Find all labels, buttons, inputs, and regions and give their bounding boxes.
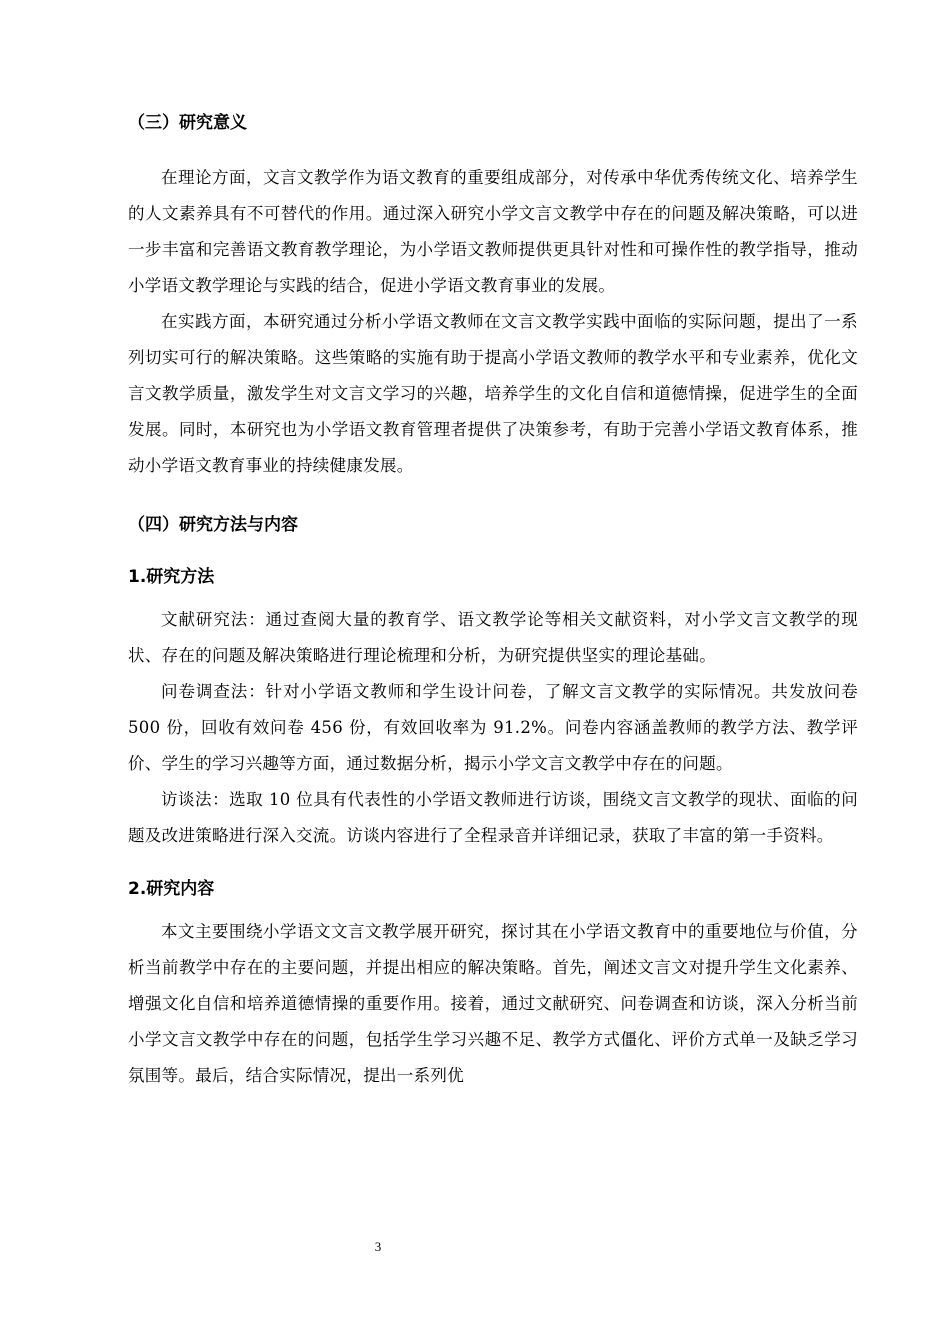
section-heading-significance: （三）研究意义	[128, 113, 247, 133]
page-number: 3	[374, 1239, 382, 1254]
paragraph-practice: 在实践方面，本研究通过分析小学语文教师在文言文教学实践中面临的实际问题，提出了一系列切实可行的解决策略。这些策略的实施有助于提高小学语文教师的教学水平和专业素养，优化文言文教学质量，激发学生对文言文学习的兴趣，培养学生的文化自信和道德情操，促进学生的全面发展。同时，本研究也为小学语文教育管理者提供了决策参考，有助于完善小学语文教育体系，推动小学语文教育事业的持续健康发展。	[128, 312, 858, 475]
section-heading-methods-content: （四）研究方法与内容	[128, 515, 298, 535]
page-content	[128, 110, 858, 1094]
paragraph-theory: 在理论方面，文言文教学作为语文教育的重要组成部分，对传承中华优秀传统文化、培养学生的人文素养具有不可替代的作用。通过深入研究小学文言文教学中存在的问题及解决策略，可以进一步丰富和完善语文教育教学理论，为小学语文教师提供更具针对性和可操作性的教学指导，推动小学语文教学理论与实践的结合，促进小学语文教育事业的发展。	[128, 168, 858, 295]
paragraph-survey-method: 问卷调查法：针对小学语文教师和学生设计问卷，了解文言文教学的实际情况。共发放问卷 500 份，回收有效问卷 456 份，有效回收率为 91.2%。问卷内容涵盖教师的教学方法、教学评价、学生的学习兴趣等方面，通过数据分析，揭示小学文言文教学中存在的问题。	[128, 682, 858, 773]
paragraph-interview-method: 访谈法：选取 10 位具有代表性的小学语文教师进行访谈，围绕文言文教学的现状、面临的问题及改进策略进行深入交流。访谈内容进行了全程录音并详细记录，获取了丰富的第一手资料。	[128, 790, 858, 845]
paragraph-literature-method: 文献研究法：通过查阅大量的教育学、语文教学论等相关文献资料，对小学文言文教学的现状、存在的问题及解决策略进行理论梳理和分析，为研究提供坚实的理论基础。	[128, 610, 858, 665]
subsection-heading-content: 2.研究内容	[128, 879, 215, 899]
subsection-heading-methods: 1.研究方法	[128, 567, 215, 587]
paragraph-research-content: 本文主要围绕小学语文文言文教学展开研究，探讨其在小学语文教育中的重要地位与价值，分析当前教学中存在的主要问题，并提出相应的解决策略。首先，阐述文言文对提升学生文化素养、增强文化自信和培养道德情操的重要作用。接着，通过文献研究、问卷调查和访谈，深入分析当前小学文言文教学中存在的问题，包括学生学习兴趣不足、教学方式僵化、评价方式单一及缺乏学习氛围等。最后，结合实际情况，提出一系列优	[128, 922, 858, 1085]
